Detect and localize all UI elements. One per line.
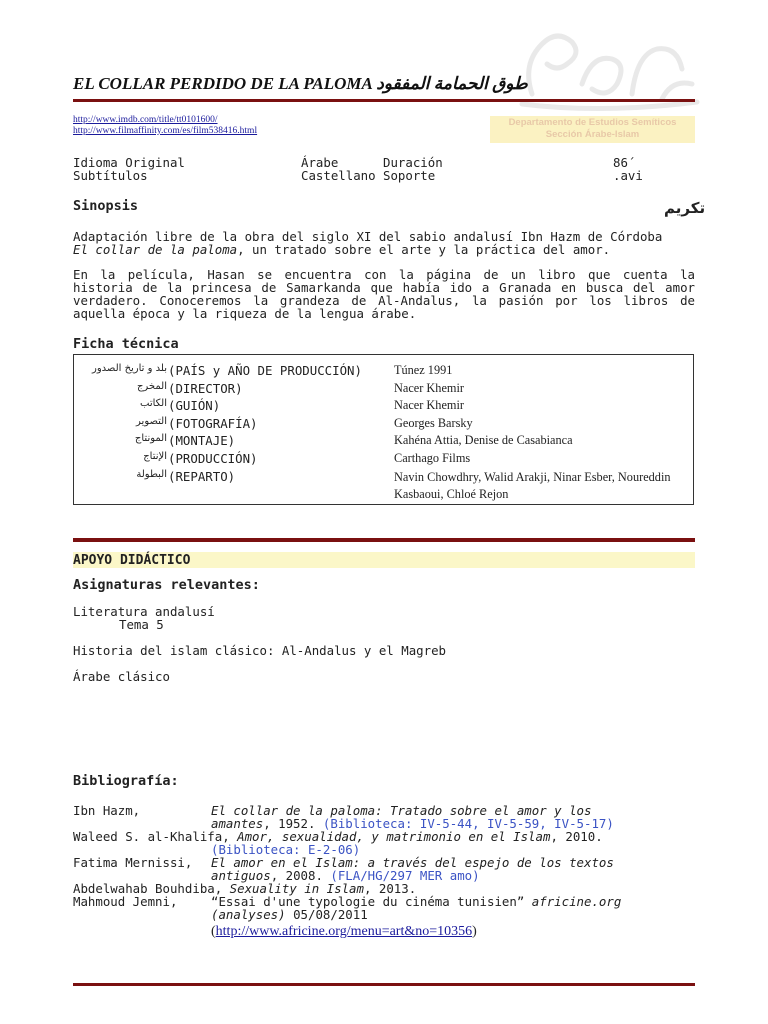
- info-label-soporte: Soporte: [383, 168, 436, 183]
- info-value-soporte: .avi: [613, 168, 643, 183]
- table-row: التصوير (FOTOGRAFÍA) Georges Barsky: [136, 415, 473, 431]
- apoyo-heading: APOYO DIDÁCTICO: [73, 552, 695, 568]
- sinopsis-arabic-heading: تكريم: [664, 199, 706, 217]
- asignatura-arabe: Árabe clásico: [73, 669, 170, 684]
- africine-link[interactable]: http://www.africine.org/menu=art&no=10356: [215, 924, 473, 939]
- info-label-duracion: Duración: [383, 155, 443, 170]
- department-banner: Departamento de Estudios Semíticos Sección Árabe-Islam: [490, 116, 695, 143]
- sinopsis-paragraph-2: En la película, Hasan se encuentra con la página de un libro que cuenta la historia de la princesa de Samarkanda que había ido a Granada en busca del amor verdadero. Conoceremos la grandeza de Al-Andalus, la pasión por los libros de aquella época y la riqueza de la lengua árabe.: [73, 267, 695, 321]
- bibliography-list: Ibn Hazm, El collar de la paloma: Tratado sobre el amor y los amantes, 1952. (Biblioteca: IV-5-44, IV-5-59, IV-5-17) Waleed S. al-Khalifa, Amor, sexualidad, y matrimonio en el Islam, 2010. (Biblioteca: E-2-06) Fatima Mernissi, El amor en el Islam: a través del espejo de los textos antiguos, 2008. (FLA/HG/297 MER amo) Abdelwahab Bouhdiba, Sexuality in Islam, 2013. Mahmoud Jemni, “Essai d'une typologie du cinéma tunisien” africine.org (analyses) 05/08/2011 (http://www.africine.org/menu=art&no=10356): [73, 803, 622, 939]
- list-item: Fatima Mernissi,: [73, 855, 193, 870]
- title-rule: [73, 99, 695, 102]
- info-label-idioma: Idioma Original: [73, 155, 185, 170]
- table-row: الكاتب (GUIÓN) Nacer Khemir: [140, 398, 464, 414]
- filmaffinity-link[interactable]: http://www.filmaffinity.com/es/film538416.html: [73, 126, 258, 136]
- sinopsis-heading: Sinopsis: [73, 198, 139, 214]
- ficha-table: [73, 354, 694, 505]
- footer-rule: [73, 983, 695, 986]
- reference-links: [73, 115, 257, 137]
- info-label-subtitulos: Subtítulos: [73, 168, 148, 183]
- page-title: EL COLLAR PERDIDO DE LA PALOMA طوق الحمامة المفقود: [73, 74, 528, 93]
- info-value-duracion: 86´: [613, 155, 636, 170]
- table-row: المخرج (DIRECTOR) Nacer Khemir: [136, 380, 464, 396]
- list-item: Mahmoud Jemni,: [73, 894, 178, 909]
- list-item: Ibn Hazm,: [73, 803, 141, 818]
- section-rule: [73, 538, 695, 542]
- imdb-link[interactable]: http://www.imdb.com/title/tt0101600/: [73, 115, 218, 125]
- table-row: المونتاج (MONTAJE) Kahéna Attia, Denise de Casabianca: [134, 433, 573, 449]
- table-row: الإنتاج (PRODUCCIÓN) Carthago Films: [143, 450, 471, 466]
- info-value-subtitulos: Castellano: [301, 168, 376, 183]
- info-value-idioma: Árabe: [301, 155, 339, 170]
- sinopsis-paragraph-1: Adaptación libre de la obra del siglo XI del sabio andalusí Ibn Hazm de Córdoba El collar de la paloma, un tratado sobre el arte y la práctica del amor.: [73, 229, 663, 257]
- table-row: البطولة (REPARTO) Navin Chowdhry, Walid Arakji, Ninar Esber, Noureddin Kasbaoui, Chloé Rejon: [136, 468, 671, 501]
- arabic-title: طوق الحمامة المفقود: [376, 74, 528, 93]
- asignatura-literatura: Literatura andalusí: [73, 604, 215, 619]
- asignatura-tema: Tema 5: [119, 617, 164, 632]
- bibliografia-heading: Bibliografía:: [73, 773, 179, 789]
- list-item: Abdelwahab Bouhdiba, Sexuality in Islam, 2013.: [73, 881, 417, 896]
- info-grid: [73, 156, 695, 182]
- asignatura-historia: Historia del islam clásico: Al-Andalus y el Magreb: [73, 643, 446, 658]
- asignaturas-heading: Asignaturas relevantes:: [73, 577, 260, 593]
- list-item: Waleed S. al-Khalifa, Amor, sexualidad, y matrimonio en el Islam, 2010.: [73, 829, 603, 844]
- table-row: بلد و تاريخ الصدور (PAÍS y AÑO DE PRODUCCIÓN) Túnez 1991: [91, 363, 453, 378]
- ficha-heading: Ficha técnica: [73, 336, 179, 352]
